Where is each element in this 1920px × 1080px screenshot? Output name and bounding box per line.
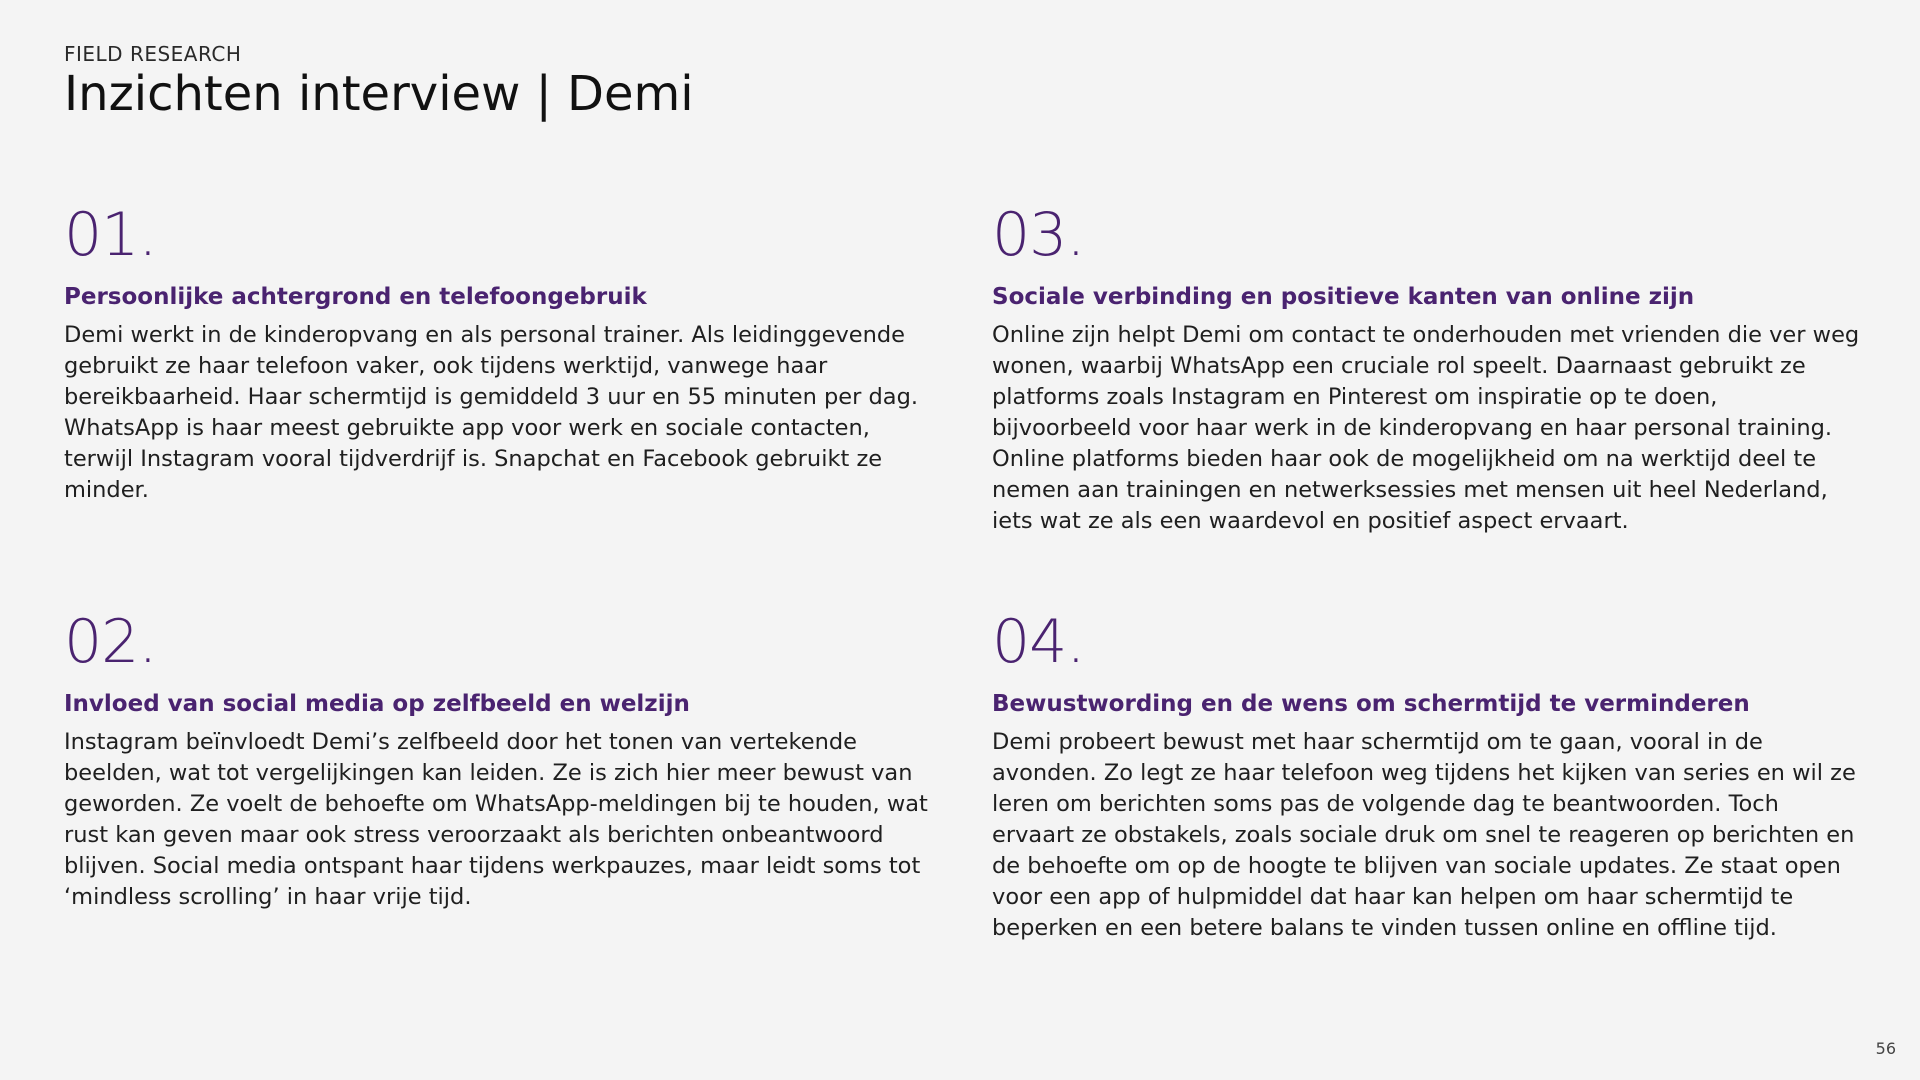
section-body: Demi werkt in de kinderopvang en als personal trainer. Als leidinggevende gebruikt ze haar telefoon vaker, ook tijdens werktijd, vanwege haar bereikbaarheid. Haar schermtijd is gemiddeld 3 uur en 55 minuten per dag. WhatsApp is haar meest gebruikte app voor werk en sociale contacten, terwijl Instagram vooral tijdverdrijf is. Snapchat en Facebook gebruikt ze minder. [64, 322, 919, 503]
insight-section-01 [64, 200, 934, 506]
section-body: Instagram beïnvloedt Demi’s zelfbeeld door het tonen van vertekende beelden, wat tot vergelijkingen kan leiden. Ze is zich hier meer bewust van geworden. Ze voelt de behoefte om WhatsApp-meldingen bij te houden, wat rust kan geven maar ook stress veroorzaakt als berichten onbeantwoord blijven. Social media ontspant haar tijdens werkpauzes, maar leidt soms tot ‘mindless scrolling’ in haar vrije tijd. [64, 729, 928, 910]
section-heading: Invloed van social media op zelfbeeld en welzijn [64, 691, 690, 717]
section-body: Demi probeert bewust met haar schermtijd om te gaan, vooral in de avonden. Zo legt ze haar telefoon weg tijdens het kijken van series en wil ze leren om berichten soms pas de volgende dag te beantwoorden. Toch ervaart ze obstakels, zoals sociale druk om snel te reageren op berichten en de behoefte om op de hoogte te blijven van sociale updates. Ze staat open voor een app of hulpmiddel dat haar kan helpen om haar schermtijd te beperken en een betere balans te vinden tussen online en offline tijd. [992, 729, 1856, 941]
section-heading: Bewustwording en de wens om schermtijd te verminderen [992, 691, 1750, 717]
insight-section-04 [992, 607, 1862, 944]
insight-section-02 [64, 607, 934, 913]
section-number: 02. [64, 607, 157, 677]
page-number: 56 [1875, 1039, 1896, 1058]
section-body: Online zijn helpt Demi om contact te onderhouden met vrienden die ver weg wonen, waarbij WhatsApp een cruciale rol speelt. Daarnaast gebruikt ze platforms zoals Instagram en Pinterest om inspiratie op te doen, bijvoorbeeld voor haar werk in de kinderopvang en haar personal training. Online platforms bieden haar ook de mogelijkheid om na werktijd deel te nemen aan trainingen en netwerksessies met mensen uit heel Nederland, iets wat ze als een waardevol en positief aspect ervaart. [992, 322, 1860, 534]
section-number: 03. [992, 200, 1085, 270]
section-number: 04. [992, 607, 1085, 677]
insight-section-03 [992, 200, 1862, 537]
section-heading: Sociale verbinding en positieve kanten van online zijn [992, 284, 1695, 310]
section-number: 01. [64, 200, 157, 270]
eyebrow-label: FIELD RESEARCH [64, 42, 242, 66]
section-heading: Persoonlijke achtergrond en telefoongebruik [64, 284, 647, 310]
page-title: Inzichten interview | Demi [64, 66, 694, 122]
